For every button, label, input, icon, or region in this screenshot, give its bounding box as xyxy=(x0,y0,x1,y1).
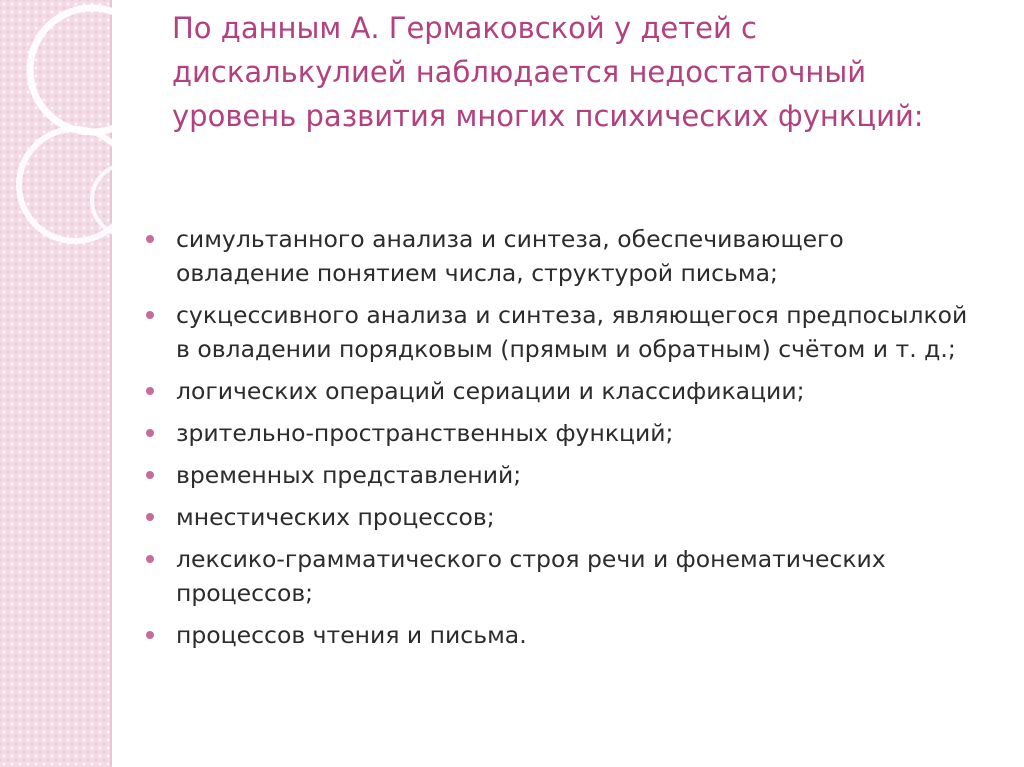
decorative-ring-large xyxy=(30,8,140,132)
bullet-text: сукцессивного анализа и синтеза, являющегося предпосылкой в овладении порядковым (прямым и обратным) счётом и т. д.; xyxy=(176,301,968,363)
bullet-text: зрительно-пространственных функций; xyxy=(176,419,674,447)
bullet-text: мнестических процессов; xyxy=(176,503,495,531)
bullet-text: логических операций сериации и классификации; xyxy=(176,377,805,405)
bullet-item xyxy=(176,416,976,450)
bullet-item xyxy=(176,374,976,408)
bullet-dot-icon xyxy=(146,631,154,639)
bullet-item xyxy=(176,500,976,534)
bullet-dot-icon xyxy=(146,235,154,243)
decorative-rings xyxy=(0,0,140,767)
decorative-ring-medium xyxy=(19,129,131,241)
bullet-item xyxy=(176,542,976,610)
bullet-item xyxy=(176,618,976,652)
bullet-text: лексико-грамматического строя речи и фонематических процессов; xyxy=(176,545,886,607)
slide-title: По данным А. Гермаковской у детей с дискалькулией наблюдается недостаточный уровень развития многих психических функций: xyxy=(172,11,924,133)
bullet-dot-icon xyxy=(146,513,154,521)
bullet-text: временных представлений; xyxy=(176,461,522,489)
bullet-dot-icon xyxy=(146,471,154,479)
bullet-text: процессов чтения и письма. xyxy=(176,621,527,649)
bullet-text: симультанного анализа и синтеза, обеспечивающего овладение понятием числа, структурой письма; xyxy=(176,225,844,287)
bullet-item xyxy=(176,298,976,366)
bullet-dot-icon xyxy=(146,429,154,437)
bullet-dot-icon xyxy=(146,387,154,395)
bullet-item xyxy=(176,458,976,492)
bullet-list xyxy=(176,222,976,660)
bullet-dot-icon xyxy=(146,311,154,319)
bullet-dot-icon xyxy=(146,555,154,563)
bullet-item xyxy=(176,222,976,290)
